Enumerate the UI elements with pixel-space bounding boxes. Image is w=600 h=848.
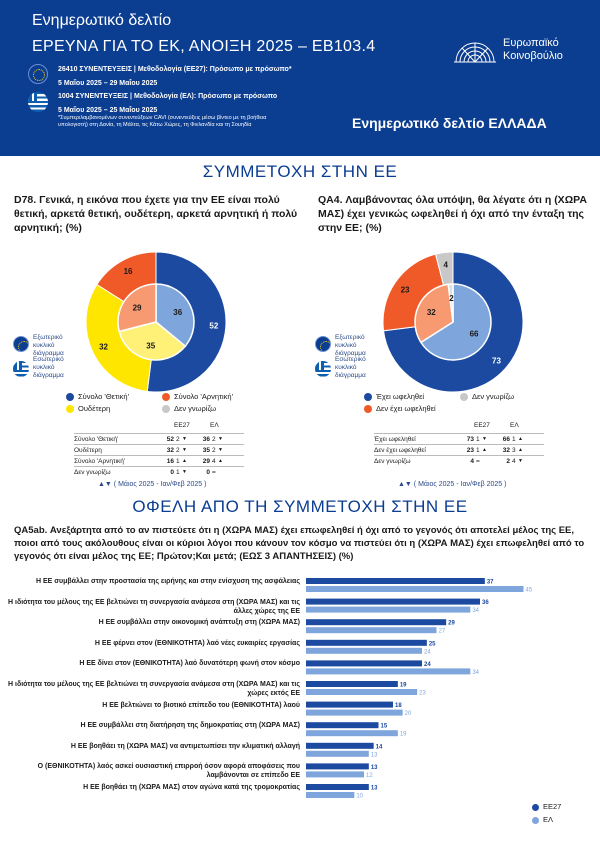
legend-label: Έχει ωφεληθεί [376,392,425,401]
table-row-label: Ουδέτερη [74,447,102,454]
bar-eu27 [306,681,398,687]
trend-note: ▲▼ ( Μάιος 2025 - Ιαν/Φεβ 2025 ) [398,481,507,488]
bar-category-label: Η ιδιότητα του μέλους της ΕΕ βελτιώνει τη συνεργασία ανάμεσα στη (ΧΩΡΑ ΜΑΣ) και τις άλλες χώρες της ΕΕ [8,598,300,615]
outer-ring-label-2: κυκλικό [33,342,55,349]
legend-swatch [364,393,372,401]
el-trend-arrow: ▲ [518,447,523,453]
ep-name-line1: Ευρωπαϊκό [503,37,559,49]
eu27-change: 2 [176,436,180,443]
el-value: 32 [502,447,510,454]
legend-swatch [460,393,468,401]
bar-category-label: Ο (ΕΘΝΙΚΟΤΗΤΑ) λαός ασκεί ουσιαστική επιρροή όσον αφορά αποφάσεις που λαμβάνονται σε επίπεδο ΕΕ [37,763,300,780]
inner-ring-label-2: κυκλικό [33,364,55,371]
eu27-trend-arrow: ▼ [182,447,187,453]
eu27-trend-arrow: ▲ [182,458,187,464]
bar-category-label: Η ιδιότητα του μέλους της ΕΕ βελτιώνει τη συνεργασία ανάμεσα στη (ΧΩΡΑ ΜΑΣ) και τις χώρες εκτός ΕΕ [8,681,300,697]
legend-swatch [66,393,74,401]
eu27-value: 23 [466,447,474,454]
bar-value-label: 13 [370,764,378,771]
bar-value-label: 36 [482,600,489,607]
eu27-change: = [476,458,480,465]
inner-ring-label [33,356,64,380]
slice-value-label: 73 [492,356,501,366]
legend-item [364,392,424,401]
bar-eu27 [306,702,393,708]
european-parliament-name [503,37,563,63]
eu27-change: 1 [476,447,480,454]
eu27-change: 1 [176,469,180,476]
slice-value-label: 66 [469,329,479,339]
bar-eu27 [306,660,422,666]
bar-chart-benefit-reasons [0,574,600,804]
question-d78: D78. Γενικά, η εικόνα που έχετε για την ΕΕ είναι πολύ θετική, αρκετά θετική, ουδέτερη, αρκετά αρνητική ή πολύ αρνητική; (%) [14,194,298,234]
bar-el [306,627,437,633]
legend-item [364,404,436,413]
bar-value-label: 15 [380,723,388,730]
el-methodology [58,92,277,129]
table-row-label: Σύνολο 'Αρνητική' [74,458,126,465]
el-change: 2 [212,436,216,443]
slice-value-label: 2 [449,294,454,304]
slice-value-label: 4 [443,260,448,270]
bar-value-label: 34 [472,608,480,615]
legend-item [66,392,129,401]
el-change: 3 [512,447,516,454]
eu-flag-icon [13,336,29,352]
bar-value-label: 34 [472,669,480,676]
table-header: ΕΛ [210,422,219,429]
table-row-label: Σύνολο 'Θετική' [74,436,119,443]
eu27-value: 32 [166,447,174,454]
bar-value-label: 25 [428,641,436,648]
bar-value-label: 18 [395,703,402,710]
bar-el [306,730,398,736]
legend-item [66,404,110,413]
el-value: 36 [202,436,210,443]
bar-value-label: 24 [424,661,431,668]
slice-value-label: 32 [426,307,436,317]
bar-el [306,607,470,613]
country-title: Ενημερωτικό δελτίο ΕΛΛΑΔΑ [352,115,547,131]
el-methodology-line2: 5 Μαΐου 2025 – 25 Μαΐου 2025 [58,106,158,114]
eu27-change: 1 [476,436,480,443]
bar-eu27 [306,784,369,790]
document-type-label: Ενημερωτικό δελτίο [32,12,172,29]
table-header: ΕΛ [510,422,519,429]
slice-value-label: 35 [146,341,156,351]
eu27-change: 1 [176,458,180,465]
outer-ring-label-3: διάγραμμα [335,350,366,357]
bar-category-label: Η ΕΕ συμβάλλει στην οικονομική ανάπτυξη στη (ΧΩΡΑ ΜΑΣ) [98,619,300,627]
el-trend-arrow: ▲ [218,458,223,464]
el-change: = [212,469,216,476]
inner-ring-label [335,356,366,380]
table-row-label: Δεν έχει ωφεληθεί [374,447,426,454]
table-row-label: Έχει ωφεληθεί [374,436,416,443]
eu27-trend-arrow: ▲ [482,447,487,453]
bar-eu27 [306,763,369,769]
eu27-value: 73 [466,436,474,443]
legend-swatch [364,405,372,413]
legend-item [162,392,233,401]
european-parliament-logo-icon [452,36,498,64]
bar-value-label: 27 [438,628,446,635]
slice-value-label: 23 [400,285,410,295]
eu27-trend-arrow: ▼ [182,469,187,475]
inner-ring-label-1: Εσωτερικό [33,356,64,363]
slice-value-label: 32 [99,342,108,352]
trend-note: ▲▼ ( Μάιος 2025 - Ιαν/Φεβ 2025 ) [98,481,207,488]
bar-value-label: 23 [419,690,426,697]
bar-value-label: 20 [404,711,412,718]
bar-eu27 [306,640,427,646]
bar-category-label: Η ΕΕ φέρνει στον (ΕΘΝΙΚΟΤΗΤΑ) λαό νέες ευκαιρίες εργασίας [94,639,300,647]
el-change: 4 [512,458,516,465]
bar-category-label: Η ΕΕ δίνει στον (ΕΘΝΙΚΟΤΗΤΑ) λαό δυνατότερη φωνή στον κόσμο [79,660,300,668]
outer-ring-label [33,334,64,358]
eu27-change: 2 [176,447,180,454]
slice-value-label: 29 [132,303,142,313]
inner-ring-label-2: κυκλικό [335,364,357,371]
el-trend-arrow: ▼ [218,447,223,453]
eu27-trend-arrow: ▼ [482,436,487,442]
bar-category-label: Η ΕΕ βοηθάει τη (ΧΩΡΑ ΜΑΣ) να αντιμετωπίσει την κλιματική αλλαγή [70,742,300,750]
el-trend-arrow: ▼ [518,458,523,464]
legend-label: ΕΕ27 [543,802,562,811]
el-change: 1 [512,436,516,443]
eu27-trend-arrow: ▼ [182,436,187,442]
pie-chart-eu-image [56,242,256,402]
bar-category-label: Η ΕΕ συμβάλλει στην προστασία της ειρήνης και στην ενίσχυση της ασφάλειας [35,578,300,585]
inner-ring-label-1: Εσωτερικό [335,356,366,363]
el-methodology-line1: 1004 ΣΥΝΕΝΤΕΥΞΕΙΣ | Μεθοδολογία (ΕΛ): Πρόσωπο με πρόσωπο [58,93,278,100]
bar-value-label: 19 [399,682,407,689]
methodology-footnote-1: *Συμπεριλαμβανομένων συνεντεύξεων CAVI (συνεντεύξεις μέσω βίντεο με τη βοήθεια [58,115,267,121]
inner-ring-label-3: διάγραμμα [33,372,64,379]
legend-label: Δεν έχει ωφεληθεί [376,404,436,413]
slice-value-label: 36 [173,307,183,317]
legend-swatch [162,405,170,413]
trend-table-eu-image [74,422,234,482]
question-qa5ab: QA5ab. Ανεξάρτητα από το αν πιστεύετε ότι η (ΧΩΡΑ ΜΑΣ) έχει επωφεληθεί ή όχι από το γεγονός ότι αποτελεί μέλος της ΕΕ, ποιοι από τους ακόλουθους είναι οι κύριοι λόγοι που κάνουν τον κόσμο να πιστεύει ότι η (ΧΩΡΑ ΜΑΣ) έχει επωφεληθεί από το γεγονός ότι είναι μέλος της ΕΕ; Πρώτον;Και μετά; (ΕΩΣ 3 ΑΠΑΝΤΗΣΕΙΣ) (%) [14,525,585,562]
legend-label: Δεν γνωρίζω [174,404,217,413]
bar-value-label: 12 [366,772,373,779]
ep-name-line2: Κοινοβούλιο [503,50,563,62]
eu27-value: 0 [170,469,174,476]
slice-value-label: 52 [209,321,219,331]
bar-el [306,771,364,777]
legend-label: Σύνολο 'Αρνητική' [174,392,234,401]
bar-value-label: 10 [356,793,364,800]
section-title-eu-membership: ΣΥΜΜΕΤΟΧΗ ΣΤΗΝ ΕΕ [202,162,398,181]
bar-category-label: Η ΕΕ συμβάλλει στη διατήρηση της δημοκρατίας στη (ΧΩΡΑ ΜΑΣ) [80,722,300,730]
greece-flag-icon [315,361,331,377]
el-value: 29 [202,458,210,465]
el-value: 0 [206,469,210,476]
eu27-value: 16 [166,458,174,465]
legend-item-el [532,815,553,824]
inner-ring-label-3: διάγραμμα [335,372,366,379]
survey-title: ΕΡΕΥΝΑ ΓΙΑ ΤΟ ΕΚ, ΑΝΟΙΞΗ 2025 – EB103.4 [32,38,376,55]
table-header: ΕΕ27 [474,422,490,429]
legend-item [162,404,216,413]
trend-table-country-benefit [374,422,534,482]
eu-methodology [58,65,292,88]
table-row [74,466,244,478]
table-header: ΕΕ27 [174,422,190,429]
bar-eu27 [306,578,485,584]
outer-ring-label-3: διάγραμμα [33,350,64,357]
el-trend-arrow: ▼ [218,436,223,442]
bar-value-label: 14 [375,744,383,751]
eu27-value: 4 [470,458,474,465]
legend-swatch [532,804,539,811]
el-value: 66 [502,436,510,443]
bar-category-label: Η ΕΕ βελτιώνει το βιοτικό επίπεδο του (ΕΘΝΙΚΟΤΗΤΑ) λαού [102,701,300,709]
bar-value-label: 24 [424,649,431,656]
greece-flag-icon [13,361,29,377]
el-change: 2 [212,447,216,454]
eu-methodology-line2: 5 Μαΐου 2025 – 29 Μαΐου 2025 [58,79,158,87]
bar-eu27 [306,743,374,749]
bar-value-label: 37 [486,579,494,586]
table-row-label: Δεν γνωρίζω [374,458,411,465]
bar-el [306,751,369,757]
outer-ring-label-2: κυκλικό [335,342,357,349]
eu-methodology-line1: 26410 ΣΥΝΕΝΤΕΥΞΕΙΣ | Μεθοδολογία (ΕΕ27): Πρόσωπο με πρόσωπο* [58,66,292,73]
pie-chart-country-benefit [353,242,553,402]
methodology-footnote-2: υπολογιστή) στη Δανία, τη Μάλτα, τις Κάτω Χώρες, τη Φινλανδία και τη Σουηδία [58,122,252,128]
bar-value-label: 13 [370,785,378,792]
legend-item-eu27 [532,802,561,811]
legend-label: ΕΛ [543,815,554,824]
legend-swatch [162,393,170,401]
table-row-label: Δεν γνωρίζω [74,469,111,476]
bar-value-label: 19 [399,731,407,738]
slice-value-label: 16 [123,267,133,277]
legend-swatch [532,817,539,824]
el-trend-arrow: ▲ [518,436,523,442]
el-value: 35 [202,447,210,454]
bar-value-label: 29 [448,620,455,627]
bar-el [306,792,354,798]
el-value: 2 [506,458,510,465]
bar-value-label: 13 [370,752,378,759]
bar-el [306,689,417,695]
header-banner [0,0,600,156]
legend-label: Ουδέτερη [78,404,111,413]
outer-ring-label [335,334,366,358]
bar-eu27 [306,722,379,728]
table-row [374,455,544,467]
eu-flag-icon [28,64,48,84]
bar-eu27 [306,599,480,605]
bar-eu27 [306,619,446,625]
question-qa4: QA4. Λαμβάνοντας όλα υπόψη, θα λέγατε ότι η (ΧΩΡΑ ΜΑΣ) έχει γενικώς ωφεληθεί ή όχι από την ένταξη της στην ΕΕ; (%) [318,194,587,234]
legend-label: Σύνολο 'Θετική' [78,392,129,401]
bar-category-label: Η ΕΕ βοηθάει τη (ΧΩΡΑ ΜΑΣ) στον αγώνα κατά της τρομοκρατίας [83,784,300,791]
outer-ring-label-1: Εξωτερικό [33,334,63,341]
legend-item [460,392,514,401]
legend-swatch [66,405,74,413]
bar-el [306,586,524,592]
bar-el [306,648,422,654]
section-title-benefits: ΟΦΕΛΗ ΑΠΟ ΤΗ ΣΥΜΜΕΤΟΧΗ ΣΤΗΝ ΕΕ [132,497,468,516]
eu-flag-icon [315,336,331,352]
greece-flag-icon [28,92,48,112]
bar-el [306,668,470,674]
el-change: 4 [212,458,216,465]
outer-ring-label-1: Εξωτερικό [335,334,365,341]
bar-value-label: 45 [525,587,533,594]
eu27-value: 52 [166,436,174,443]
legend-label: Δεν γνωρίζω [472,392,515,401]
bar-el [306,710,403,716]
